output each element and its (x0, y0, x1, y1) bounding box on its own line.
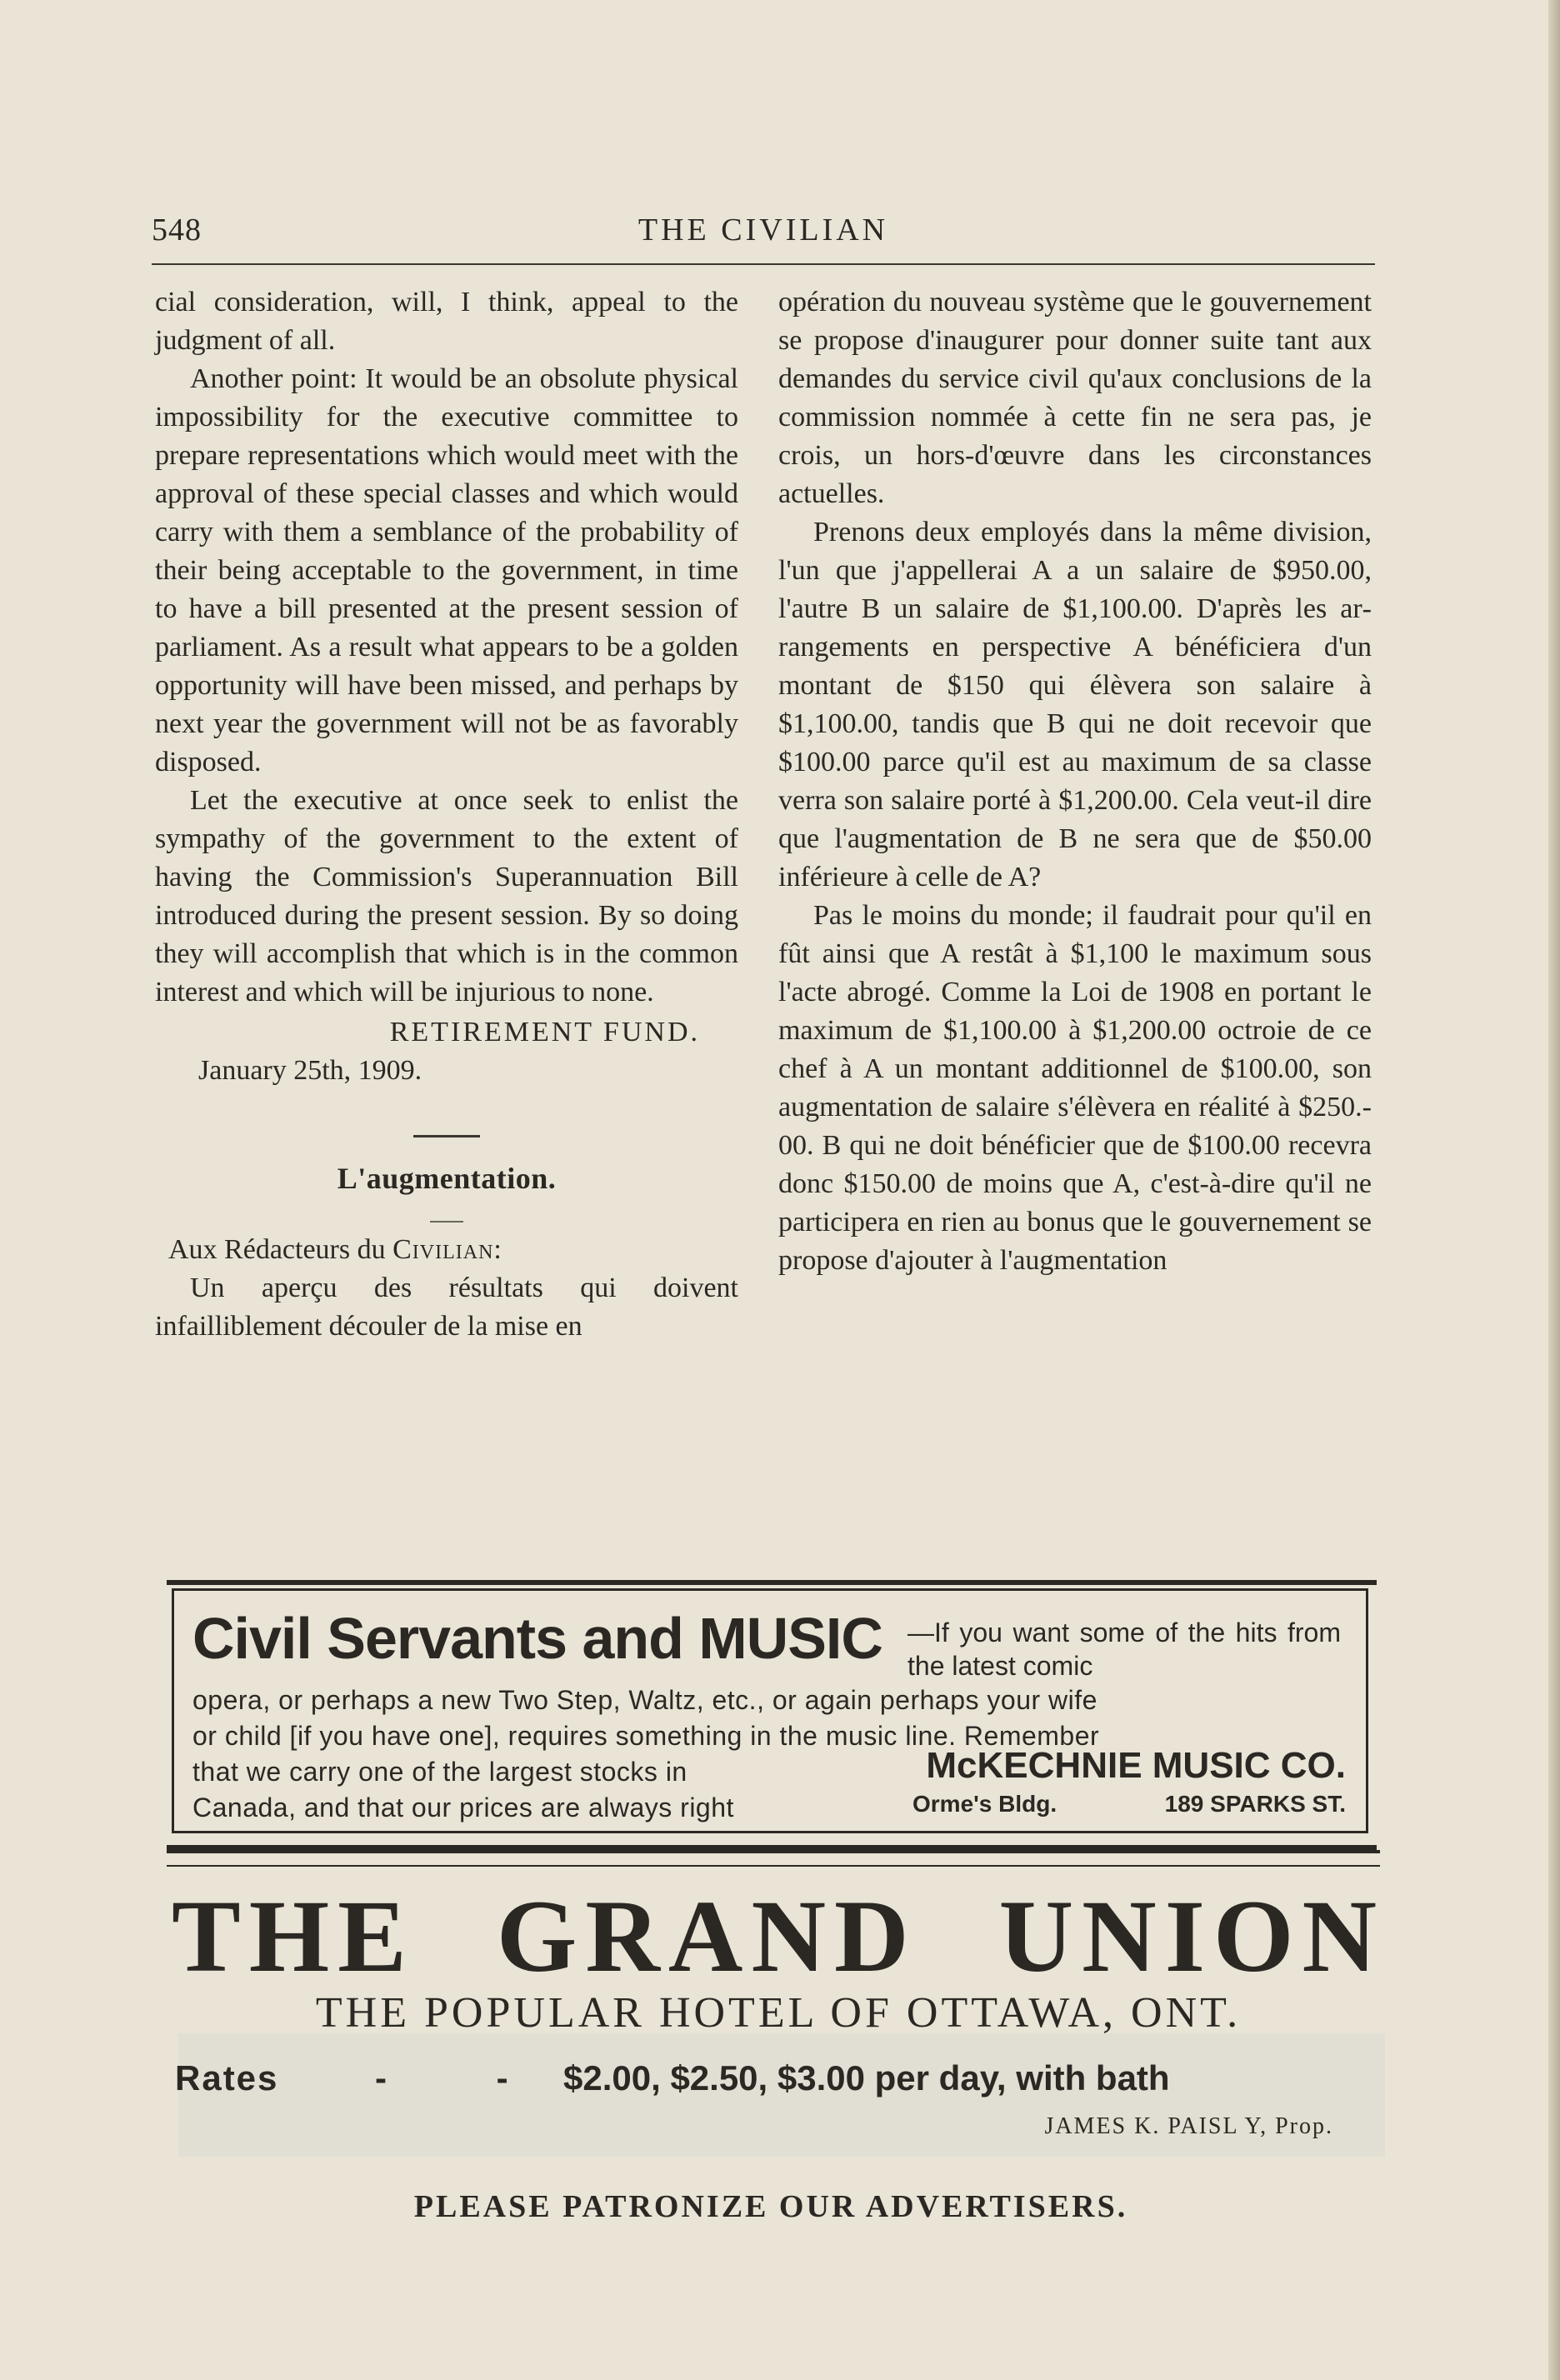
rates-label: Rates (175, 2058, 279, 2098)
left-column (155, 283, 738, 1346)
salutation-suffix: : (493, 1234, 502, 1265)
music-company-address (912, 1792, 1346, 1816)
hotel-ad-top-rule (167, 1850, 1380, 1853)
header-rule (152, 263, 1375, 265)
music-ad-line-2: or child [if you have one], requires something in the music line. Remember (192, 1721, 1100, 1751)
rates-dashes: - - (375, 2058, 558, 2098)
music-building: Orme's Bldg. (912, 1791, 1058, 1817)
right-column (778, 283, 1372, 1280)
right-paragraph-1: opération du nouveau système que le gouvernement se propose d'inaugurer pour donner suite tant aux demandes du service civil qu'aux conclusions de la commission nommée à cette fin ne sera pas, je crois, un hors-d'œuvre dans les circonstances actuelles. (778, 287, 1372, 509)
section-heading: L'augmentation. (337, 1162, 557, 1195)
left-paragraph-3: Let the executive at once seek to enlist the sympathy of the government to the extent of having the Commission's Superannuation Bill introduced during the present session. By so doing they will accomplish that which is in the common interest and which will be injurious to none. (155, 785, 738, 1008)
music-ad-headline: Civil Servants and MUSIC (192, 1606, 882, 1671)
music-ad-intro: —If you want some of the hits from the latest comic (908, 1618, 1341, 1681)
music-ad-line-4: Canada, and that our prices are always right (192, 1792, 734, 1822)
right-paragraph-2: Prenons deux employés dans la même division, l'un que j'appellerai A a un salaire de $950.00, l'autre B un salaire de $1,100.00. D'après les arrangements en perspective A bénéficiera d'un montant de $150 qui élèvera son salaire à $1,100.00, tandis que B qui ne doit recevoir que $100.00 parce qu'il est au maximum de sa classe verra son salaire porté à $1,200.00. Cela veut-il dire que l'augmentation de B ne sera que de $50.00 inférieure à celle de A? (778, 517, 1372, 892)
music-ad-line-3: that we carry one of the largest stocks in (192, 1757, 688, 1787)
letter-signature: RETIREMENT FUND. (389, 1017, 700, 1048)
hotel-rates (175, 2055, 1385, 2102)
page-header (152, 208, 1375, 255)
right-paragraph-3: Pas le moins du monde; il faudrait pour qu'il en fût ainsi que A restât à $1,100 le maximum sous l'acte abrogé. Comme la Loi de 1908 en portant le maximum de $1,100.00 à $1,200.00 octroie de ce chef à A un montant additionnel de $100.00, son augmentation de salaire s'élèvera en réalité à $250.00. B qui ne doit bénéficier que de $100.00 recevra donc $150.00 de moins que A, c'est-à-dire qu'il ne participera en rien au bonus que le gouvernement se propose d'ajouter à l'augmentation (778, 900, 1372, 1276)
page-edge-shadow (1548, 0, 1560, 2380)
music-advertisement (172, 1588, 1368, 1833)
page-number: 548 (152, 212, 202, 248)
letter-date: January 25th, 1909. (198, 1055, 422, 1086)
hotel-tagline: THE POPULAR HOTEL OF OTTAWA, ONT. (315, 1989, 1242, 2037)
hotel-proprietor: JAMES K. PAISL Y, Prop. (1044, 2113, 1333, 2139)
left-paragraph-1: cial consideration, will, I think, appeal to the judgment of all. (155, 287, 738, 356)
left-paragraph-4: Un aperçu des résultats qui doivent infailliblement découler de la mise en (155, 1272, 738, 1342)
rates-values: $2.00, $2.50, $3.00 per day, with bath (563, 2058, 1170, 2098)
music-street: 189 SPARKS ST. (1164, 1791, 1346, 1817)
music-company-name: McKECHNIE MUSIC CO. (926, 1745, 1346, 1786)
left-paragraph-2: Another point: It would be an obsolute physical impossibility for the executive committee to prepare representations which would meet with the approval of these special classes and which would carry with them a semblance of the probability of their being acceptable to the government, in time to have a bill presented at the present session of parliament. As a result what appears to be a golden opportunity will have been missed, and perhaps by next year the government will not be as favorably disposed. (155, 363, 738, 778)
section-divider (413, 1135, 480, 1138)
hotel-ad-second-rule (167, 1865, 1380, 1867)
running-title: THE CIVILIAN (638, 212, 889, 248)
music-ad-line-1: opera, or perhaps a new Two Step, Waltz, etc., or again perhaps your wife (192, 1685, 1098, 1715)
heading-divider (430, 1221, 463, 1222)
salutation-name: Civilian (392, 1234, 494, 1265)
salutation-prefix: Aux Rédacteurs du (168, 1234, 393, 1265)
salutation (155, 1231, 738, 1269)
footer-notice: PLEASE PATRONIZE OUR ADVERTISERS. (413, 2189, 1128, 2224)
hotel-name: THE GRAND UNION (172, 1879, 1385, 1993)
